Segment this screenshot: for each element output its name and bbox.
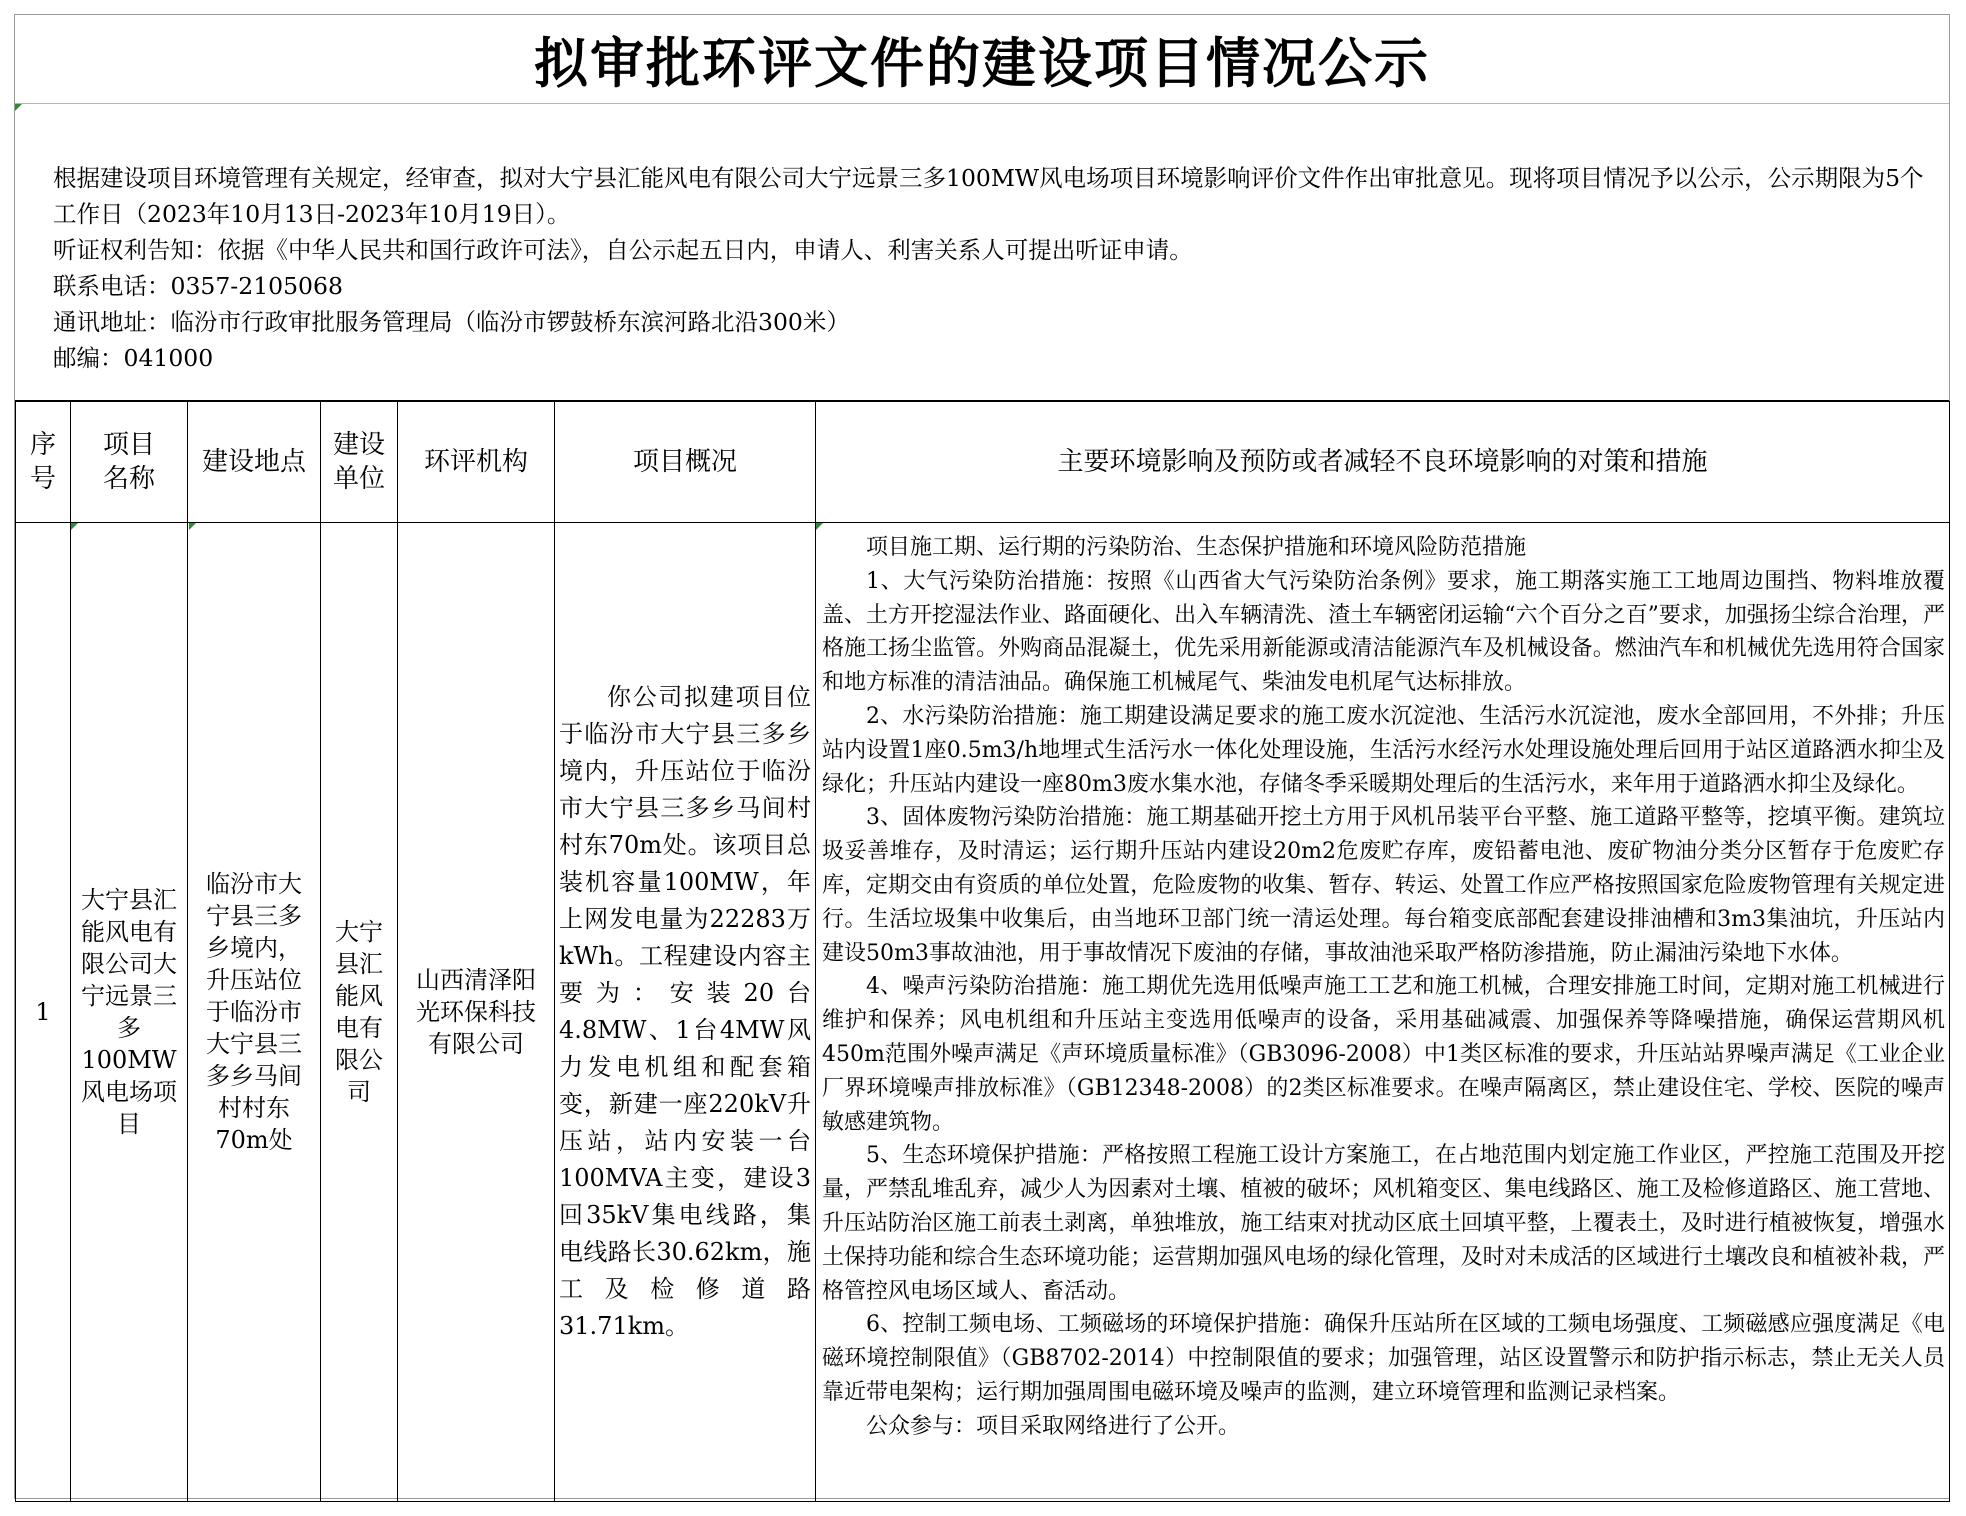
cell-marker-icon <box>71 523 78 530</box>
measure-item: 1、大气污染防治措施：按照《山西省大气污染防治条例》要求，施工期落实施工工地周边围挡、物料堆放覆盖、土方开挖湿法作业、路面硬化、出入车辆清洗、渣土车辆密闭运输“六个百分之百”要求，加强扬尘综合治理，严格施工扬尘监管。外购商品混凝土，优先采用新能源或清洁能源汽车及机械设备。燃油汽车和机械优先选用符合国家和地方标准的清洁油品。确保施工机械尾气、柴油发电机尾气达标排放。 <box>822 568 1945 696</box>
header-builder: 建设单位 <box>321 402 398 523</box>
measure-item: 2、水污染防治措施：施工期建设满足要求的施工废水沉淀池、生活污水沉淀池，废水全部回用，不外排；升压站内设置1座0.5m3/h地埋式生活污水一体化处理设施，生活污水经污水处理设施处理后回用于站区道路洒水抑尘及绿化；升压站内建设一座80m3废水集水池，存储冬季采暖期处理后的生活污水，来年用于道路洒水抑尘及绿化。 <box>822 703 1945 797</box>
cell-marker-icon <box>816 523 823 530</box>
cell-no: 1 <box>16 523 71 1502</box>
measure-heading: 项目施工期、运行期的污染防治、生态保护措施和环境风险防范措施 <box>866 535 1527 560</box>
page-title: 拟审批环评文件的建设项目情况公示 <box>534 30 1430 95</box>
cell-measures <box>816 523 1950 1502</box>
header-no: 序号 <box>16 402 71 523</box>
measure-item: 5、生态环境保护措施：严格按照工程施工设计方案施工，在占地范围内划定施工作业区，严控施工范围及开挖量，严禁乱堆乱弃，减少人为因素对土壤、植被的破坏；风机箱变区、集电线路区、施工及检修道路区、施工营地、升压站防治区施工前表土剥离，单独堆放，施工结束对扰动区底土回填平整，上覆表土，及时进行植被恢复，增强水土保持功能和综合生态环境功能；运营期加强风电场的绿化管理，及时对未成活的区域进行土壤改良和植被补栽，严格管控风电场区域人、畜活动。 <box>822 1143 1945 1304</box>
table-header-row <box>16 402 1950 523</box>
table-row <box>16 523 1950 1502</box>
notice-sheet <box>14 14 1950 1499</box>
notice-address: 通讯地址：临汾市行政审批服务管理局（临汾市锣鼓桥东滨河路北沿300米） <box>53 308 850 336</box>
measure-item: 4、噪声污染防治措施：施工期优先选用低噪声施工工艺和施工机械，合理安排施工时间，定期对施工机械进行维护和保养；风电机组和升压站主变选用低噪声的设备，采用基础减震、加强保养等降噪措施，确保运营期风机450m范围外噪声满足《声环境质量标准》（GB3096-2008）中1类区标准的要求，升压站站界噪声满足《工业企业厂界环境噪声排放标准》（GB12348-2008）的2类区标准要求。在噪声隔离区，禁止建设住宅、学校、医院的噪声敏感建筑物。 <box>822 974 1945 1135</box>
header-location: 建设地点 <box>188 402 321 523</box>
measure-item: 6、控制工频电场、工频磁场的环境保护措施：确保升压站所在区域的工频电场强度、工频磁感应强度满足《电磁环境控制限值》（GB8702-2014）中控制限值的要求；加强管理，站区设置警示和防护指示标志，禁止无关人员靠近带电架构；运行期加强周围电磁环境及噪声的监测，建立环境管理和监测记录档案。 <box>822 1312 1945 1405</box>
header-overview: 项目概况 <box>555 402 816 523</box>
cell-eia-agency: 山西清泽阳光环保科技有限公司 <box>398 523 555 1502</box>
notice-phone: 联系电话：0357-2105068 <box>53 272 343 300</box>
notice-postcode: 邮编：041000 <box>53 344 214 372</box>
notice-hearing: 听证权利告知：依据《中华人民共和国行政许可法》，自公示起五日内，申请人、利害关系人可提出听证申请。 <box>53 236 1193 264</box>
cell-builder: 大宁县汇能风电有限公司 <box>321 523 398 1502</box>
notice-text <box>15 104 1949 401</box>
project-table <box>15 401 1950 1502</box>
header-measures: 主要环境影响及预防或者减轻不良环境影响的对策和措施 <box>816 402 1950 523</box>
cell-overview: 你公司拟建项目位于临汾市大宁县三多乡境内，升压站位于临汾市大宁县三多乡马间村村东70m处。该项目总装机容量100MW，年上网发电量为22283万kWh。工程建设内容主要为：安装20台4.8MW、1台4MW风力发电机组和配套箱变，新建一座220kV升压站，站内安装一台100MVA主变，建设3回35kV集电线路，集电线路长30.62km，施工及检修道路31.71km。 <box>555 523 816 1502</box>
notice-intro: 根据建设项目环境管理有关规定，经审查，拟对大宁县汇能风电有限公司大宁远景三多100MW风电场项目环境影响评价文件作出审批意见。现将项目情况予以公示，公示期限为5个工作日（2023年10月13日-2023年10月19日）。 <box>53 164 1924 228</box>
measure-item: 3、固体废物污染防治措施：施工期基础开挖土方用于风机吊装平台平整、施工道路平整等，挖填平衡。建筑垃圾妥善堆存，及时清运；运行期升压站内建设20m2危废贮存库，废铅蓄电池、废矿物油分类分区暂存于危废贮存库，定期交由有资质的单位处置，危险废物的收集、暂存、转运、处置工作应严格按照国家危险废物管理有关规定进行。生活垃圾集中收集后，由当地环卫部门统一清运处理。每台箱变底部配套建设排油槽和3m3集油坑，升压站内建设50m3事故油池，用于事故情况下废油的存储，事故油池采取严格防渗措施，防止漏油污染地下水体。 <box>822 805 1945 966</box>
measure-public: 公众参与：项目采取网络进行了公开。 <box>866 1413 1241 1439</box>
header-project-name: 项目名称 <box>71 402 188 523</box>
cell-project-name: 大宁县汇能风电有限公司大宁远景三多100MW风电场项目 <box>71 523 188 1502</box>
cell-marker-icon <box>189 523 196 530</box>
cell-location: 临汾市大宁县三多乡境内，升压站位于临汾市大宁县三多乡马间村村东70m处 <box>188 523 321 1502</box>
title-area <box>15 15 1949 104</box>
header-eia-agency: 环评机构 <box>398 402 555 523</box>
